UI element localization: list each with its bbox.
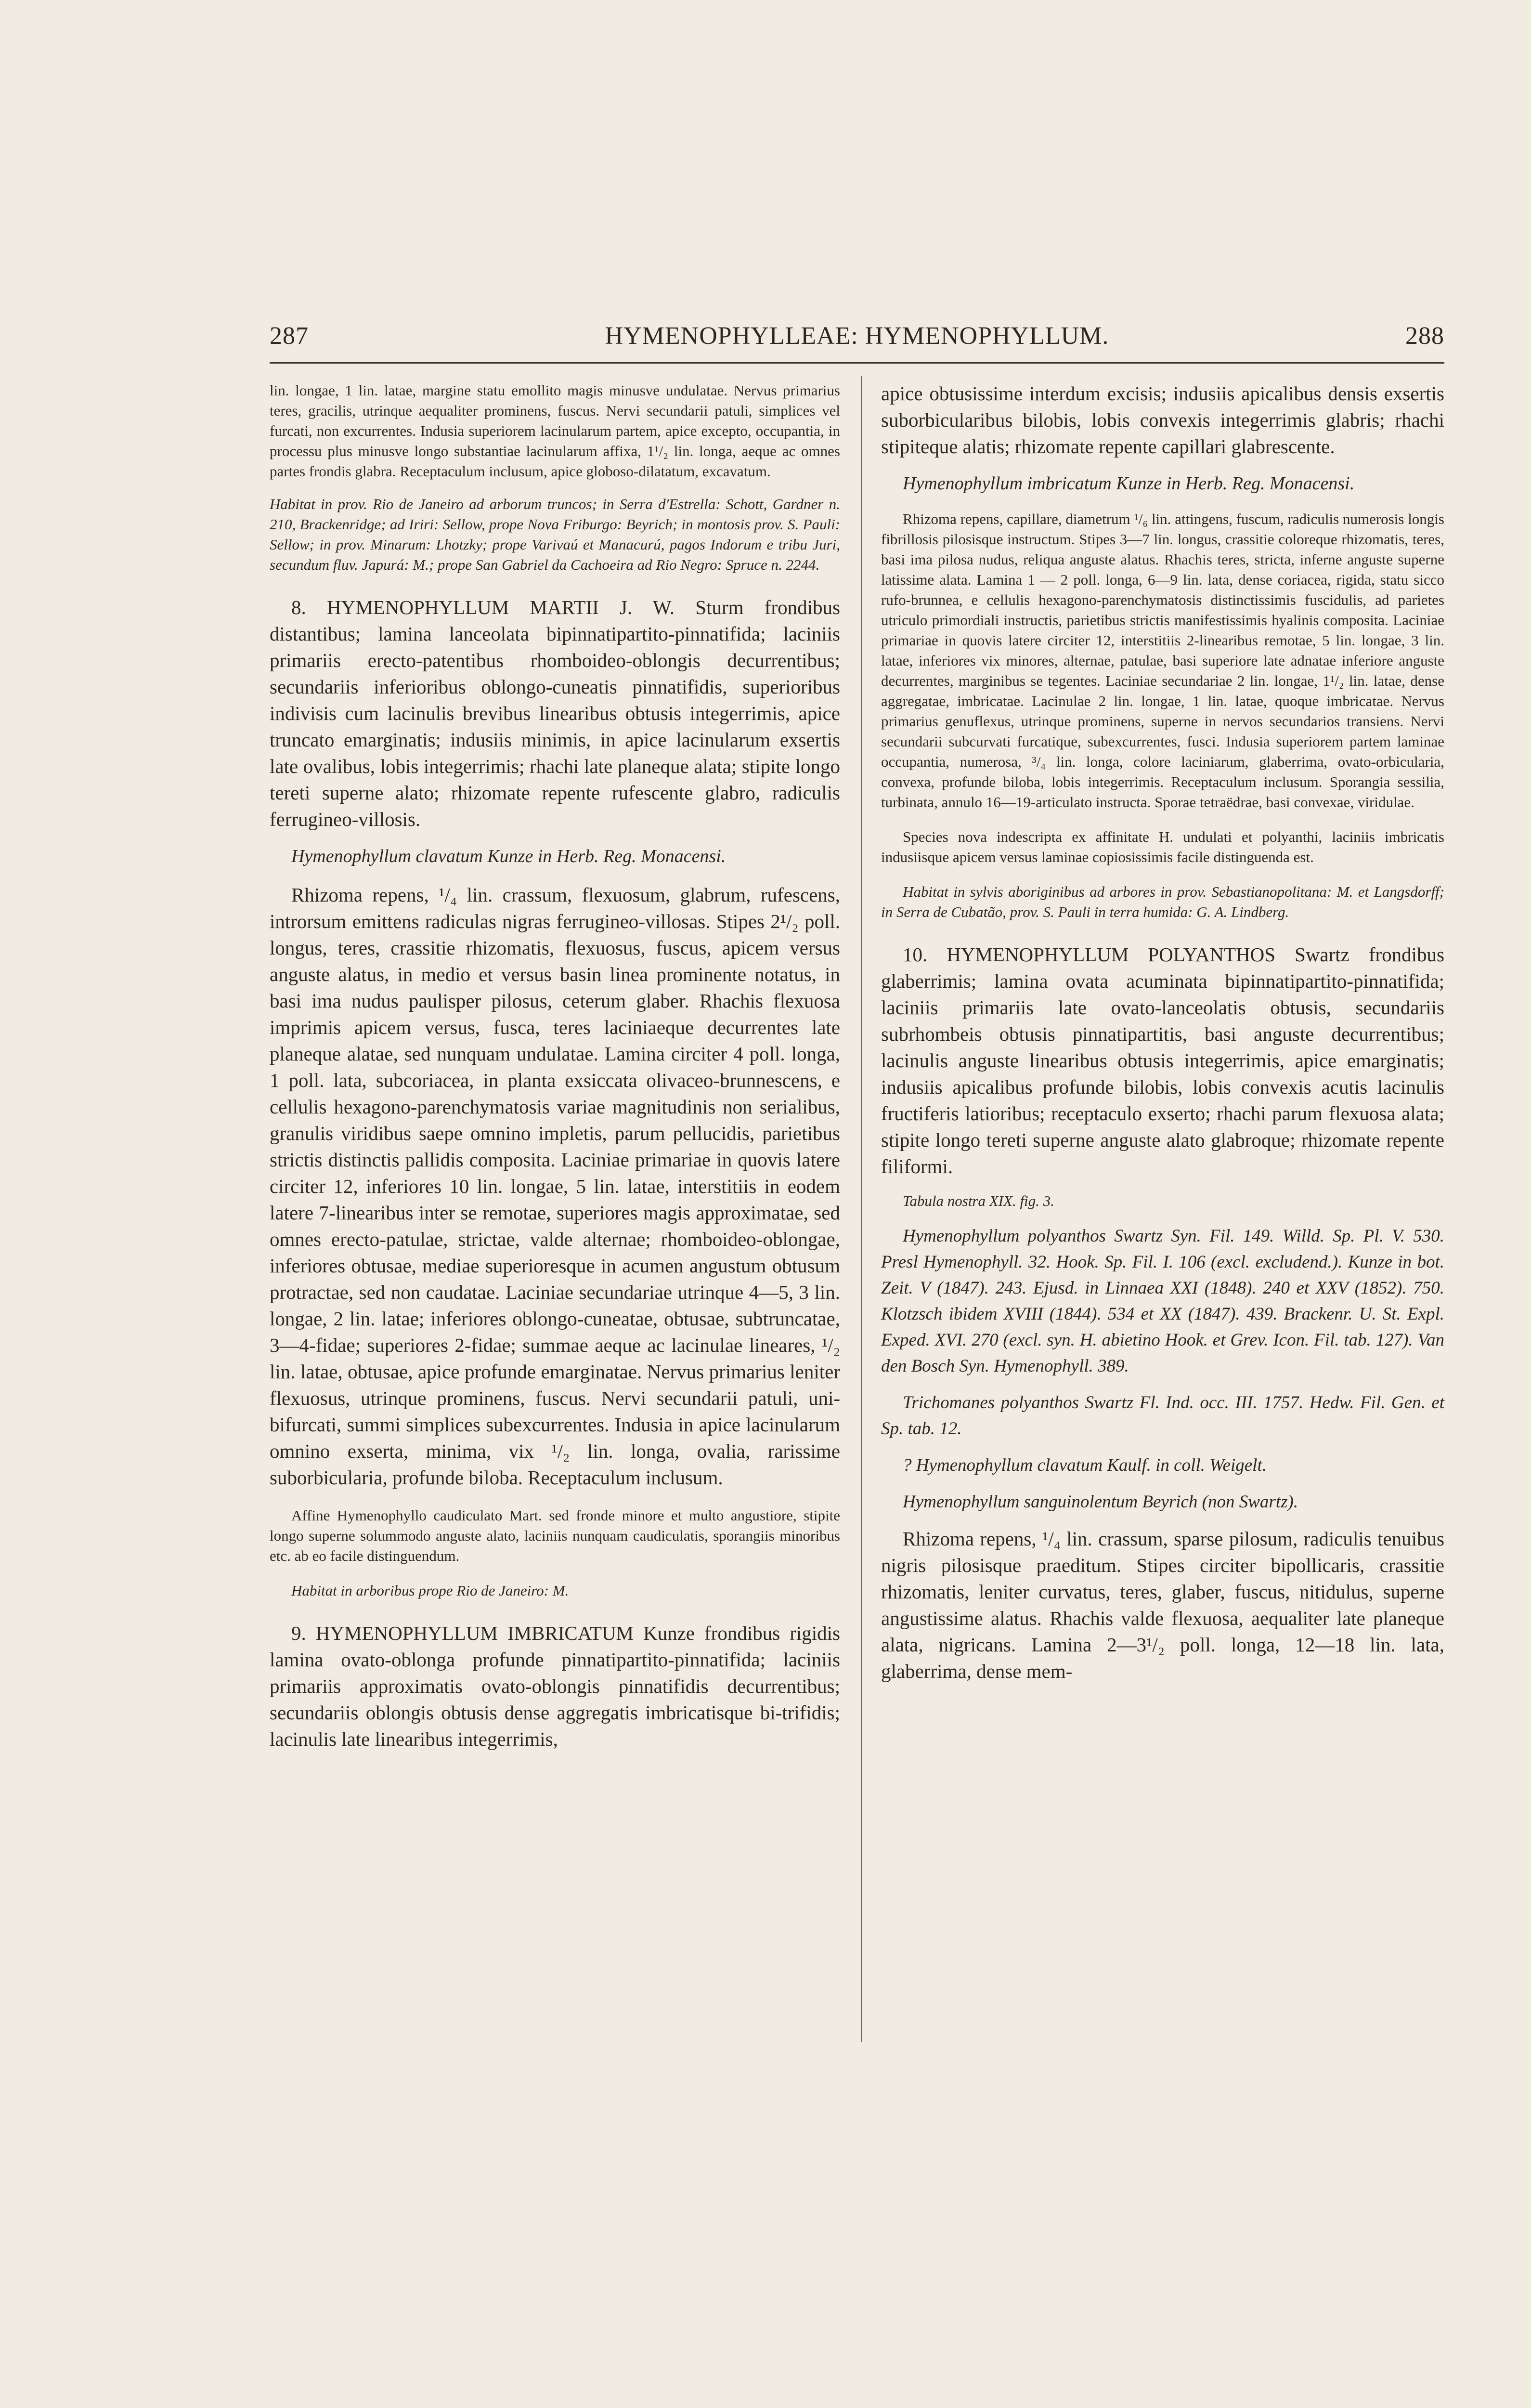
species-10-synonymy-3: ? Hymenophyllum clavatum Kaulf. in coll. Weigelt. <box>903 1455 1267 1475</box>
species-8-habitat: Habitat in arboribus prope Rio de Janeiro: M. <box>291 1582 569 1599</box>
page-header <box>270 322 1444 360</box>
species-9-synonym: Hymenophyllum imbricatum Kunze in Herb. Reg. Monacensi. <box>903 473 1355 494</box>
species-10-plate-reference: Tabula nostra XIX. fig. 3. <box>903 1192 1054 1209</box>
species-10-synonymy-4: Hymenophyllum sanguinolentum Beyrich (non Swartz). <box>903 1492 1298 1512</box>
species-10-synonymy-2: Trichomanes polyanthos Swartz Fl. Ind. occ. III. 1757. Hedw. Fil. Gen. et Sp. tab. 12. <box>881 1393 1444 1439</box>
species-9-habitat: Habitat in sylvis aboriginibus ad arbores in prov. Sebastianopolitana: M. et Langsdorff; in Serra de Cubatão, prov. S. Pauli in terra humida: G. A. Lindberg. <box>881 883 1444 920</box>
species-10-diagnosis: 10. HYMENOPHYLLUM POLYANTHOS Swartz frondibus glaberrimis; lamina ovata acuminata bipinnatipartito-pinnatifida; laciniis primariis late ovato-lanceolatis obtusis, secundariis subrhombeis obtusis pinnatipartitis, basi anguste decurrentibus; lacinulis anguste linearibus obtusis integerrimis, apice emarginatis; indusiis apicalibus profunde bilobis, lobis convexis acutis lacinulis fructiferis latioribus; receptaculo exserto; rhachi parum flexuosa alata; stipite longo tereti superne anguste alato glabroque; rhizomate repente filiformi. <box>881 943 1444 1178</box>
species-8-synonym: Hymenophyllum clavatum Kunze in Herb. Reg. Monacensi. <box>291 846 726 866</box>
page-number-right: 288 <box>1405 322 1444 350</box>
species-8-diagnosis: 8. HYMENOPHYLLUM MARTII J. W. Sturm frondibus distantibus; lamina lanceolata bipinnatipartito-pinnatifida; laciniis primariis erecto-patentibus rhomboideo-oblongis decurrentibus; secundariis inferioribus oblongo-cuneatis pinnatifidis, superioribus indivisis cum lacinulis brevibus linearibus obtusis integerrimis, apice truncato emarginatis; indusiis minimis, in apice lacinularum exsertis late ovalibus, lobis integerrimis; rhachi late planeque alata; stipite longo tereti superne alato; rhizomate repente rufescente glabro, radiculis ferrugineo-villosis. <box>270 596 840 830</box>
right-column <box>881 380 1444 1695</box>
column-divider <box>861 376 862 2042</box>
species-9-note: Species nova indescripta ex affinitate H. undulati et polyanthi, laciniis imbricatis indusiisque apicem versus laminae copiosissimis facile distinguenda est. <box>881 828 1444 865</box>
header-rule <box>270 362 1444 364</box>
continued-description: lin. longae, 1 lin. latae, margine statu emollito magis minusve undulatae. Nervus primarius teres, gracilis, utrinque aequaliter prominens, fuscus. Nervi secundarii patuli, simplices vel furcati, non excurrentes. Indusia superiorem lacinularum partem, apice excepto, occupantia, in processu plus minusve longo substantiae lacinularum affixa, 1¹/₂ lin. longa, aeque ac omnes partes frondis glabra. Receptaculum inclusum, apice globoso-dilatatum, excavatum. <box>270 382 840 480</box>
species-9-description: Rhizoma repens, capillare, diametrum ¹/₆ lin. attingens, fuscum, radiculis numerosis longis fibrillosis pilosisque instructum. Stipes 3—7 lin. longus, crassitie coloreque rhizomatis, teres, basi ima pilosa nudus, reliqua anguste alatus. Rhachis teres, stricta, inferne anguste superne latissime alata. Lamina 1 — 2 poll. longa, 6—9 lin. lata, dense coriacea, rigida, statu sicco rufo-brunnea, e cellulis hexagono-parenchymatosis distinctissimis fuscidulis, ad parietes utriculo primordiali instructis, parietibus strictis manifestissimis hyalinis composita. Laciniae primariae in quovis latere circiter 12, interstitiis 2-linearibus remotae, 5 lin. longae, 3 lin. latae, inferiores vix minores, alternae, patulae, basi superiore late adnatae inferiore anguste decurrentes, marginibus se tegentes. Laciniae secundariae 2 lin. longae, 1¹/₂ lin. latae, dense aggregatae, imbricatae. Lacinulae 2 lin. longae, 1 lin. latae, quoque imbricatae. Nervus primarius genuflexus, utrinque prominens, superne in nervos secundarios transiens. Nervi secundarii subcurvati furcatique, subexcurrentes, fusci. Indusia superiorem partem laminae occupantia, numerosa, ³/₄ lin. longa, colore laciniarum, glaberrima, ovato-orbicularia, convexa, profunde biloba, lobis integerrimis. Receptaculum inclusum. Sporangia sessilia, turbinata, annulo 16—19-articulato instructa. Sporae tetraëdrae, basi convexae, viridulae. <box>881 510 1444 811</box>
species-9-diagnosis-continued: apice obtusissime interdum excisis; indusiis apicalibus densis exsertis suborbicularibus bilobis, lobis convexis integerrimis glabris; rhachi stipiteque alatis; rhizomate repente capillari glabrescente. <box>881 382 1444 458</box>
species-8-description: Rhizoma repens, ¹/₄ lin. crassum, flexuosum, glabrum, rufescens, introrsum emittens radiculas nigras ferrugineo-villosas. Stipes 2¹/₂ poll. longus, teres, crassitie rhizomatis, flexuosus, fuscus, apicem versus anguste alatus, in medio et versus basin linea prominente notatus, in basi ima nudus paulisper pilosus, ceterum glaber. Rhachis flexuosa imprimis apicem versus, fusca, teres laciniaeque decurrentes late planeque alatae, sed nunquam undulatae. Lamina circiter 4 poll. longa, 1 poll. lata, subcoriacea, in planta exsiccata olivaceo-brunnescens, e cellulis hexagono-parenchymatosis variae magnitudinis non serialibus, granulis viridibus saepe omnino impletis, parum pellucidis, parietibus strictis distinctis pallidis composita. Laciniae primariae in quovis latere circiter 12, inferiores 10 lin. longae, 5 lin. latae, interstitiis in eodem latere 7-linearibus inter se remotae, superiores magis approximatae, sed omnes erecto-patulae, strictae, valde alternae; rhomboideo-oblongae, inferiores obtusae, mediae superioresque in acumen angustum obtusum protractae, sed non caudatae. Laciniae secundariae utrinque 4—5, 3 lin. longae, 2 lin. latae; inferiores oblongo-cuneatae, obtusae, subtruncatae, 3—4-fidae; superiores 2-fidae; summae aeque ac lacinulae lineares, ¹/₂ lin. latae, obtusae, apice profunde emarginatae. Nervus primarius leniter flexuosus, utrinque prominens, fuscus. Nervi secundarii patuli, uni-bifurcati, summi simplices subexcurrentes. Indusia in apice lacinularum omnino exserta, minima, vix ¹/₂ lin. longa, ovalia, rarissime suborbicularia, profunde biloba. Receptaculum inclusum. <box>270 884 840 1489</box>
species-9-diagnosis: 9. HYMENOPHYLLUM IMBRICATUM Kunze frondibus rigidis lamina ovato-oblonga profunde pinnatipartito-pinnatifida; laciniis primariis approximatis ovato-oblongis pinnatifidis decurrentibus; secundariis oblongis obtusis dense aggregatis imbricatisque bi-trifidis; lacinulis late linearibus integerrimis, <box>270 1622 840 1750</box>
species-10-description: Rhizoma repens, ¹/₄ lin. crassum, sparse pilosum, radiculis tenuibus nigris pilosisque praeditum. Stipes circiter bipollicaris, crassitie rhizomatis, leniter curvatus, teres, glaber, fuscus, nitidulus, superne angustissime alatus. Rhachis valde flexuosa, aequaliter late planeque alata, nigricans. Lamina 2—3¹/₂ poll. longa, 12—18 lin. lata, glaberrima, dense mem- <box>881 1528 1444 1682</box>
page-number-left: 287 <box>270 322 309 350</box>
left-column <box>270 380 840 1763</box>
species-10-synonymy-1: Hymenophyllum polyanthos Swartz Syn. Fil. 149. Willd. Sp. Pl. V. 530. Presl Hymenophyll. 32. Hook. Sp. Fil. I. 106 (excl. excludend.). Kunze in bot. Zeit. V (1847). 243. Ejusd. in Linnaea XXI (1848). 240 et XXV (1852). 750. Klotzsch ibidem XVIII (1844). 534 et XX (1847). 439. Brackenr. U. St. Expl. Exped. XVI. 270 (excl. syn. H. abietino Hook. et Grev. Icon. Fil. tab. 127). Van den Bosch Syn. Hymenophyll. 389. <box>881 1226 1444 1376</box>
continued-habitat: Habitat in prov. Rio de Janeiro ad arborum truncos; in Serra d'Estrella: Schott, Gardner n. 210, Brackenridge; ad Iriri: Sellow, prope Nova Friburgo: Beyrich; in montosis prov. S. Pauli: Sellow; in prov. Minarum: Lhotzky; prope Varivaú et Manacurú, pagos Indorum e tribu Juri, secundum fluv. Japurá: M.; prope San Gabriel da Cachoeira ad Rio Negro: Spruce n. 2244. <box>270 496 840 573</box>
species-8-note: Affine Hymenophyllo caudiculato Mart. sed fronde minore et multo angustiore, stipite longo superne solummodo anguste alato, laciniis nunquam caudiculatis, sporangiis minoribus etc. ab eo facile distinguendum. <box>270 1507 840 1564</box>
running-title: HYMENOPHYLLEAE: HYMENOPHYLLUM. <box>605 322 1109 350</box>
